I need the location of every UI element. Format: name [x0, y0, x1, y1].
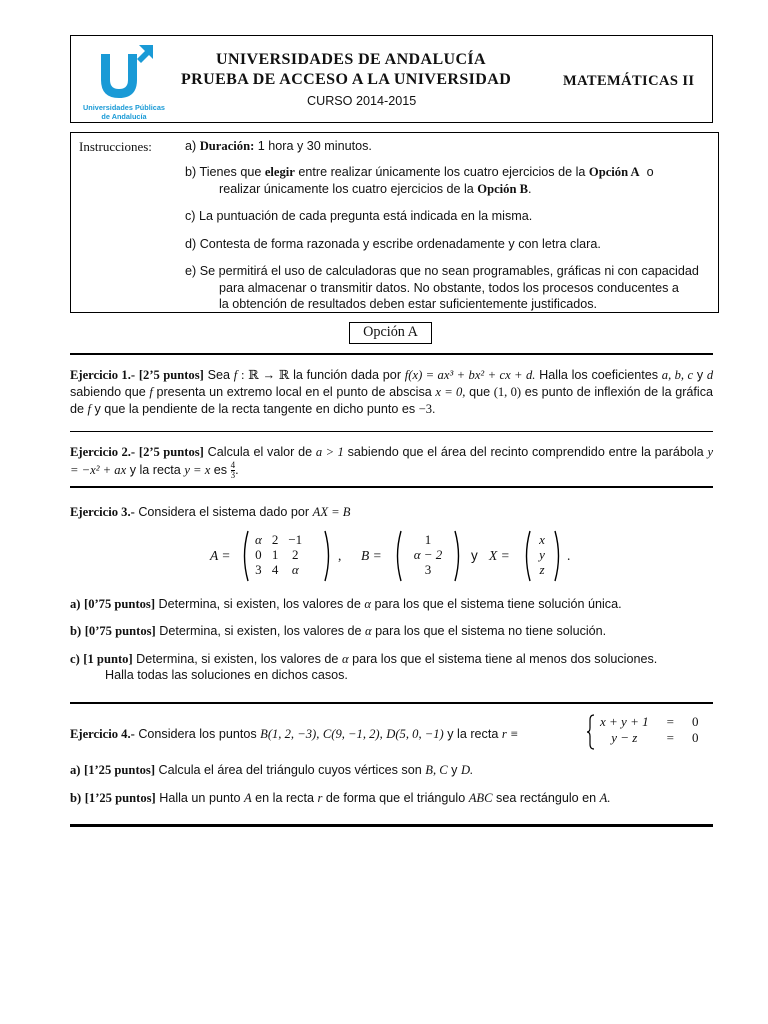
points: [2’5 puntos] — [138, 445, 204, 459]
math: D. — [460, 763, 474, 777]
matrix-cell: y — [539, 547, 545, 562]
instruction-e — [185, 263, 711, 313]
text: para almacenar o transmitir datos. No obstante, todos los procesos conducentes a — [219, 280, 679, 295]
matrix-definitions — [0, 530, 768, 582]
matrix-cell: x — [539, 532, 545, 547]
points: [0’75 puntos] — [84, 597, 156, 611]
line-equation-system — [596, 714, 702, 746]
math: x = 0, — [435, 385, 466, 399]
letter: c) — [70, 652, 80, 666]
math: B, C — [425, 763, 448, 777]
matrix-cell: 1 — [424, 532, 432, 547]
equation-lhs: y − z — [611, 730, 638, 745]
math: ABC — [468, 791, 493, 805]
exercise-4-intro — [70, 726, 590, 742]
math: B(1, 2, −3), — [260, 727, 320, 741]
math: −3. — [418, 402, 436, 416]
math: f(x) = ax³ + bx² + cx + d. — [404, 368, 536, 382]
text: Contesta de forma razonada y escribe ordenadamente y con letra clara. — [199, 237, 601, 251]
text: La puntuación de cada pregunta está indicada en la misma. — [199, 209, 533, 223]
exercise-heading: Ejercicio 2.- — [70, 445, 136, 459]
left-brace-icon — [586, 714, 596, 750]
math: f — [233, 368, 238, 382]
text: la función dada por — [293, 368, 402, 382]
course-label: CURSO 2014-2015 — [307, 94, 417, 108]
text: Considera el sistema dado por — [138, 505, 310, 519]
text: es — [213, 462, 228, 477]
left-paren-icon — [240, 530, 250, 582]
text: realizar únicamente los cuatro ejercicios de la — [219, 181, 474, 196]
matrix-cell: α − 2 — [413, 547, 443, 562]
text: Determina, si existen, los valores de — [136, 652, 339, 666]
matrix-label: X = — [489, 548, 510, 563]
divider — [70, 486, 713, 488]
letter: a) — [70, 763, 81, 777]
matrix-cell: 4 — [271, 562, 279, 577]
text: y la recta — [447, 727, 499, 741]
math: r — [317, 791, 323, 805]
math: α — [365, 624, 372, 638]
matrix-cell: 3 — [424, 562, 432, 577]
text: para los que el sistema tiene al menos dos soluciones. — [352, 652, 658, 666]
matrix-B — [402, 532, 454, 577]
text: Sea — [207, 368, 230, 382]
matrix-cell: α — [291, 562, 299, 577]
exercise-heading: Ejercicio 4.- — [70, 727, 135, 741]
logo-text-line1: Universidades Públicas — [83, 103, 165, 112]
text: Halla todas las soluciones en dichos casos. — [105, 668, 348, 682]
math: A. — [599, 791, 611, 805]
subject-title: MATEMÁTICAS II — [563, 73, 695, 89]
text: sabiendo que — [70, 385, 146, 399]
exercise-3a — [70, 596, 713, 612]
university-logo — [79, 40, 169, 120]
exercise-heading: Ejercicio 3.- — [70, 505, 135, 519]
text: y que la pendiente de la recta tangente en dicho punto es — [94, 402, 416, 416]
letter: a) — [70, 597, 81, 611]
text: Se permitirá el uso de calculadoras que no sean programables, gráficas ni con capacidad — [199, 264, 699, 278]
exercise-heading: Ejercicio 1.- — [70, 368, 136, 382]
option-title: Opción A — [349, 322, 432, 344]
right-paren-icon — [553, 530, 563, 582]
matrix-A — [250, 532, 307, 577]
math: A — [243, 791, 252, 805]
matrix-cell: 3 — [255, 562, 262, 577]
instruction-b — [185, 164, 711, 197]
text: y la recta — [129, 462, 181, 477]
matrix-cell: −1 — [288, 532, 303, 547]
matrix-cell: 2 — [292, 547, 299, 562]
text: entre realizar únicamente los cuatro ejercicios de la — [298, 165, 586, 179]
matrix-cell: 0 — [255, 547, 262, 562]
text: Calcula el valor de — [207, 445, 313, 459]
instructions-box — [70, 132, 719, 313]
math: α — [364, 597, 371, 611]
text: , — [338, 548, 342, 563]
text: la obtención de resultados deben estar suficientemente justificados. — [219, 297, 598, 311]
text: es — [524, 385, 538, 399]
exercise-1 — [70, 367, 713, 418]
text: parábola — [654, 445, 704, 459]
exercise-4b — [70, 790, 713, 806]
math: y = −x² + ax — [70, 445, 714, 477]
matrix-cell: z — [539, 562, 545, 577]
math: ℝ — [248, 368, 259, 382]
text: de forma que el triángulo — [325, 791, 466, 805]
math: : — [241, 368, 245, 382]
text: que — [469, 385, 491, 399]
matrix-label: B = — [361, 548, 382, 563]
math: f — [87, 402, 92, 416]
text: para los que el sistema no tiene solución. — [375, 624, 607, 638]
denominator: 3 — [230, 470, 236, 480]
text: y — [471, 548, 478, 563]
letter: b) — [70, 624, 82, 638]
bold-text: Opción B — [477, 181, 529, 196]
bold-text: Duración: — [199, 139, 255, 153]
points: [1 punto] — [83, 652, 133, 666]
text: Calcula el área del triángulo cuyos vértices son — [158, 763, 422, 777]
equation-rhs: 0 — [691, 714, 699, 729]
matrix-X — [531, 532, 553, 577]
text: en la recta — [255, 791, 314, 805]
text: Halla los — [539, 368, 588, 382]
equals: = — [666, 714, 674, 729]
text: 1 hora y 30 minutos. — [257, 139, 372, 153]
text: . — [567, 548, 571, 563]
math: (1, 0) — [493, 385, 522, 399]
text: sea rectángulo en — [496, 791, 597, 805]
math: d — [706, 368, 714, 382]
letter: c) — [185, 209, 196, 223]
math: y = x — [184, 462, 211, 477]
exam-header — [70, 35, 713, 123]
matrix-cell: α — [255, 532, 262, 547]
divider — [70, 702, 713, 704]
math: r ≡ — [501, 727, 519, 741]
exam-title: PRUEBA DE ACCESO A LA UNIVERSIDAD — [181, 71, 512, 88]
letter: d) — [185, 237, 197, 251]
math: a > 1 — [315, 445, 344, 459]
matrix-cell: 1 — [271, 547, 279, 562]
text: punto de inflexión de la gráfica de — [70, 385, 713, 416]
logo-text-line2: de Andalucía — [101, 112, 147, 121]
matrix-cell: 2 — [271, 532, 279, 547]
text: sabiendo que el área del recinto comprendido entre la — [347, 445, 651, 459]
text: y — [696, 368, 704, 382]
points: [2’5 puntos] — [138, 368, 204, 382]
u-logo-icon — [79, 40, 169, 102]
exercise-4a — [70, 762, 713, 778]
text: . — [235, 462, 239, 477]
math: a, b, c — [661, 368, 694, 382]
exercise-3-intro — [70, 504, 713, 521]
letter: a) — [185, 139, 197, 153]
text: Determina, si existen, los valores de — [159, 624, 362, 638]
exercise-3b — [70, 623, 713, 639]
bold-text: elegir — [264, 165, 295, 179]
text: Considera los puntos — [138, 727, 257, 741]
letter: b) — [185, 165, 197, 179]
letter: b) — [70, 791, 82, 805]
equation-rhs: 0 — [691, 730, 699, 745]
exercise-3c — [70, 651, 713, 683]
math: α — [341, 652, 349, 666]
points: [1’25 puntos] — [84, 763, 156, 777]
exercise-2 — [70, 444, 713, 480]
university-title: UNIVERSIDADES DE ANDALUCÍA — [216, 51, 487, 68]
math: → — [262, 368, 276, 382]
points: [0’75 puntos] — [84, 624, 156, 638]
letter: e) — [185, 264, 197, 278]
divider — [70, 431, 713, 432]
math: D(5, 0, −1) — [386, 727, 444, 741]
math: f — [149, 385, 153, 399]
divider — [70, 824, 713, 827]
math: ℝ — [278, 368, 290, 382]
instruction-d — [185, 236, 711, 253]
numerator: 4 — [230, 460, 236, 470]
math: C(9, −1, 2), — [322, 727, 383, 741]
divider — [70, 353, 713, 355]
right-paren-icon — [323, 530, 333, 582]
text: o — [646, 165, 654, 179]
matrix-label: A = — [210, 548, 231, 563]
text: y — [451, 763, 458, 777]
text: Determina, si existen, los valores de — [158, 597, 361, 611]
math: AX = B — [312, 505, 351, 519]
text: para los que el sistema tiene solución única. — [374, 597, 622, 611]
points: [1’25 puntos] — [84, 791, 156, 805]
instruction-a — [185, 138, 711, 155]
text: presenta un extremo local en el punto de abscisa — [156, 385, 432, 399]
text: Halla un punto — [159, 791, 241, 805]
instructions-title: Instrucciones: — [79, 139, 152, 154]
instruction-c — [185, 208, 711, 225]
bold-text: Opción A — [588, 165, 640, 179]
text: Tienes que — [199, 165, 262, 179]
equation-lhs: x + y + 1 — [600, 714, 649, 729]
text: coeficientes — [591, 368, 659, 382]
text: . — [528, 181, 532, 196]
right-paren-icon — [453, 530, 463, 582]
equals: = — [666, 730, 674, 745]
